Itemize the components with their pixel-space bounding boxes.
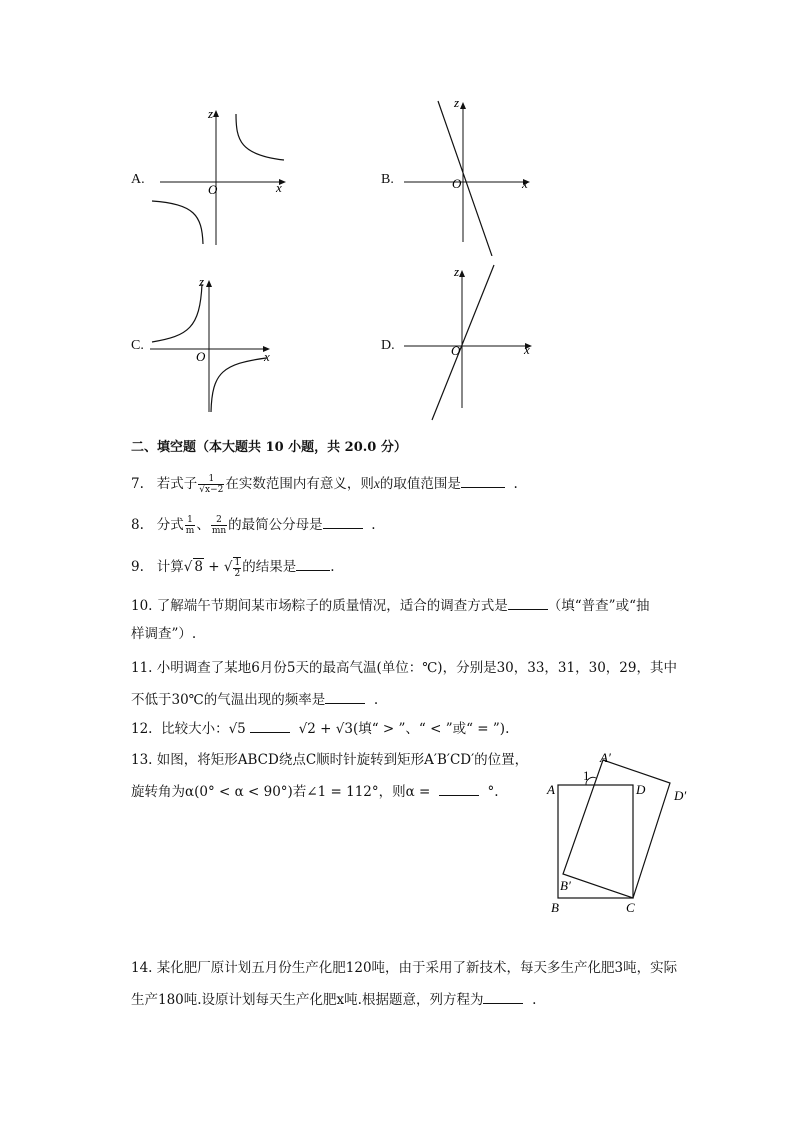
question-10-line-2: 样调查”）. bbox=[131, 626, 197, 642]
answer-blank bbox=[483, 991, 523, 1004]
point-d: D bbox=[636, 782, 646, 797]
answer-blank bbox=[461, 475, 505, 488]
question-7: 7. 若式子 $\frac{1}{√x-2}$ 在实数范围内有意义，则x的取值范围是 . bbox=[131, 474, 518, 495]
point-c: C bbox=[626, 900, 635, 915]
point-b-prime: B′ bbox=[560, 878, 571, 893]
graph-b bbox=[396, 96, 541, 256]
z-arrow bbox=[213, 110, 219, 117]
z-label: z bbox=[454, 264, 460, 279]
line-b bbox=[438, 101, 492, 256]
question-12: 12. 比较大小：√5 √2 + √3(填“ > ”、“ < ”或“ = ”). bbox=[131, 721, 510, 737]
section-heading: 二、填空题（本大题共 10 小题，共 20.0 分） bbox=[131, 440, 407, 455]
question-11-line-2: 不低于30℃的气温出现的频率是 . bbox=[131, 692, 379, 708]
x-label: x bbox=[264, 349, 270, 364]
answer-blank bbox=[323, 516, 363, 529]
graph-a bbox=[148, 100, 293, 250]
question-14-line-1: 14. 某化肥厂原计划五月份生产化肥120吨，由于采用了新技术，每天多生产化肥3吨，实际 bbox=[131, 960, 678, 976]
figure-13-rectangles bbox=[540, 745, 700, 920]
option-d-label: D. bbox=[381, 338, 395, 353]
curve-upper-left bbox=[152, 284, 202, 342]
answer-blank bbox=[250, 720, 290, 733]
point-b: B bbox=[551, 900, 559, 915]
rectangle-a1b1cd1 bbox=[563, 760, 670, 898]
origin-label: O bbox=[451, 343, 461, 358]
curve-upper bbox=[236, 114, 284, 160]
fraction: $\frac{1}{2}$ bbox=[234, 557, 241, 579]
origin-label: O bbox=[196, 349, 206, 364]
answer-blank bbox=[296, 558, 330, 571]
fraction-1: $\frac{1}{m}$ bbox=[185, 515, 195, 536]
x-label: x bbox=[522, 176, 528, 191]
question-13-line-2: 旋转角为α(0° < α < 90°)若∠1 = 112°，则α = °. bbox=[131, 784, 499, 800]
answer-blank bbox=[508, 597, 548, 610]
fraction: $\frac{1}{√x-2}$ bbox=[199, 474, 224, 495]
z-arrow bbox=[460, 102, 466, 109]
question-13-line-1: 13. 如图，将矩形ABCD绕点C顺时针旋转到矩形A′B′CD′的位置， bbox=[131, 752, 529, 768]
question-11-line-1: 11. 小明调查了某地6月份5天的最高气温(单位：℃)，分别是30，33，31，30，29，其中 bbox=[131, 660, 677, 676]
x-label: x bbox=[524, 342, 530, 357]
option-a-label: A. bbox=[131, 172, 145, 187]
line-d bbox=[432, 265, 494, 420]
question-10-line-1: 10. 了解端午节期间某市场粽子的质量情况，适合的调查方式是 （填“普查”或“抽 bbox=[131, 598, 650, 614]
point-d-prime: D′ bbox=[674, 788, 687, 803]
point-a-prime: A′ bbox=[600, 750, 611, 765]
origin-label: O bbox=[208, 182, 218, 197]
z-label: z bbox=[199, 274, 205, 289]
angle-1-label: 1 bbox=[583, 768, 590, 783]
option-c-label: C. bbox=[131, 338, 144, 353]
answer-blank bbox=[325, 691, 365, 704]
x-label: x bbox=[276, 180, 282, 195]
question-14-line-2: 生产180吨.设原计划每天生产化肥x吨.根据题意，列方程为 . bbox=[131, 992, 537, 1008]
z-label: z bbox=[454, 96, 460, 110]
point-a: A bbox=[547, 782, 555, 797]
curve-lower bbox=[152, 201, 203, 244]
curve-lower-right bbox=[211, 358, 266, 412]
origin-label: O bbox=[452, 176, 462, 191]
answer-blank bbox=[439, 783, 479, 796]
question-9: 9. 计算√ 8 + √ $\frac{1}{2}$ 的结果是 . bbox=[131, 557, 335, 579]
fraction-2: $\frac{2}{mn}$ bbox=[211, 515, 227, 536]
option-b-label: B. bbox=[381, 172, 394, 187]
z-arrow bbox=[459, 270, 465, 277]
z-arrow bbox=[206, 280, 212, 287]
z-label: z bbox=[208, 106, 214, 121]
question-8: 8. 分式 $\frac{1}{m}$ 、 $\frac{2}{mn}$ 的最简公分母是 . bbox=[131, 515, 376, 536]
graph-c bbox=[148, 272, 283, 417]
graph-d bbox=[396, 262, 541, 424]
